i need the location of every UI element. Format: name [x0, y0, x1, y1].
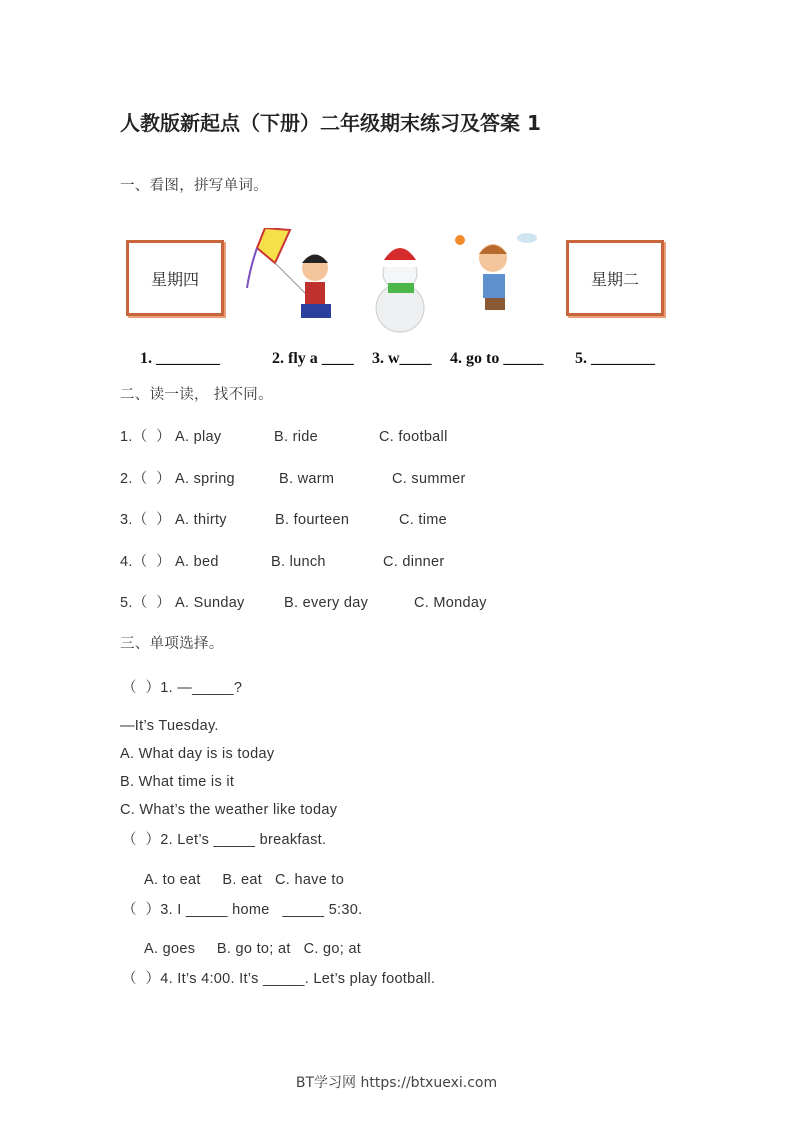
footer-watermark: BT学习网 https://btxuexi.com [295, 1075, 498, 1091]
picture-label-2: 2. fly a ____ [272, 350, 354, 367]
picture-label-3: 3. w____ [372, 350, 432, 367]
option-c: C. time [399, 512, 448, 528]
snowman-icon [360, 228, 440, 333]
mc-question-1: （ ）1. —_____? [122, 680, 243, 696]
card-text: 星期四 [150, 269, 199, 289]
weekday-card-icon [126, 240, 224, 316]
option-b: B. fourteen [275, 512, 350, 528]
section1-heading: 一、看图，拼写单词。 [120, 178, 268, 194]
option-b: B. ride [274, 429, 319, 445]
option-c: C. football [379, 429, 448, 445]
mc-answer-line: —It’s Tuesday. [120, 718, 219, 734]
question-number: 2.（ ） [120, 471, 171, 487]
picture-label-1: 1. ________ [140, 350, 220, 367]
option-a: A. Sunday [175, 595, 245, 611]
boy-walking-icon [455, 228, 545, 333]
option-b: B. warm [279, 471, 335, 487]
mc-option: B. What time is it [120, 774, 235, 790]
picture-label-5: 5. ________ [575, 350, 655, 367]
option-a: A. play [175, 429, 222, 445]
mc-options: A. goes B. go to; at C. go; at [144, 941, 362, 957]
option-a: A. spring [175, 471, 235, 487]
picture-label-4: 4. go to _____ [450, 350, 544, 367]
boy-kite-icon [245, 228, 345, 333]
card-text: 星期二 [590, 269, 639, 289]
option-a: A. bed [175, 554, 219, 570]
section3-heading: 三、单项选择。 [120, 636, 224, 652]
option-b: B. lunch [271, 554, 326, 570]
option-c: C. dinner [383, 554, 445, 570]
mc-question-2: （ ）2. Let’s _____ breakfast. [122, 832, 327, 848]
mc-question-4: （ ）4. It’s 4:00. It’s _____. Let’s play football. [122, 971, 436, 987]
page-title: 人教版新起点（下册）二年级期末练习及答案 1 [120, 111, 541, 135]
question-number: 3.（ ） [120, 512, 171, 528]
question-number: 1.（ ） [120, 429, 171, 445]
mc-option: A. What day is is today [120, 746, 275, 762]
question-number: 5.（ ） [120, 595, 171, 611]
option-b: B. every day [284, 595, 369, 611]
option-c: C. summer [392, 471, 466, 487]
option-c: C. Monday [414, 595, 487, 611]
section2-heading: 二、读一读， 找不同。 [120, 387, 273, 403]
weekday-card-icon [566, 240, 664, 316]
option-a: A. thirty [175, 512, 227, 528]
mc-options: A. to eat B. eat C. have to [144, 872, 345, 888]
mc-option: C. What’s the weather like today [120, 802, 338, 818]
question-number: 4.（ ） [120, 554, 171, 570]
mc-question-3: （ ）3. I _____ home _____ 5:30. [122, 902, 363, 918]
